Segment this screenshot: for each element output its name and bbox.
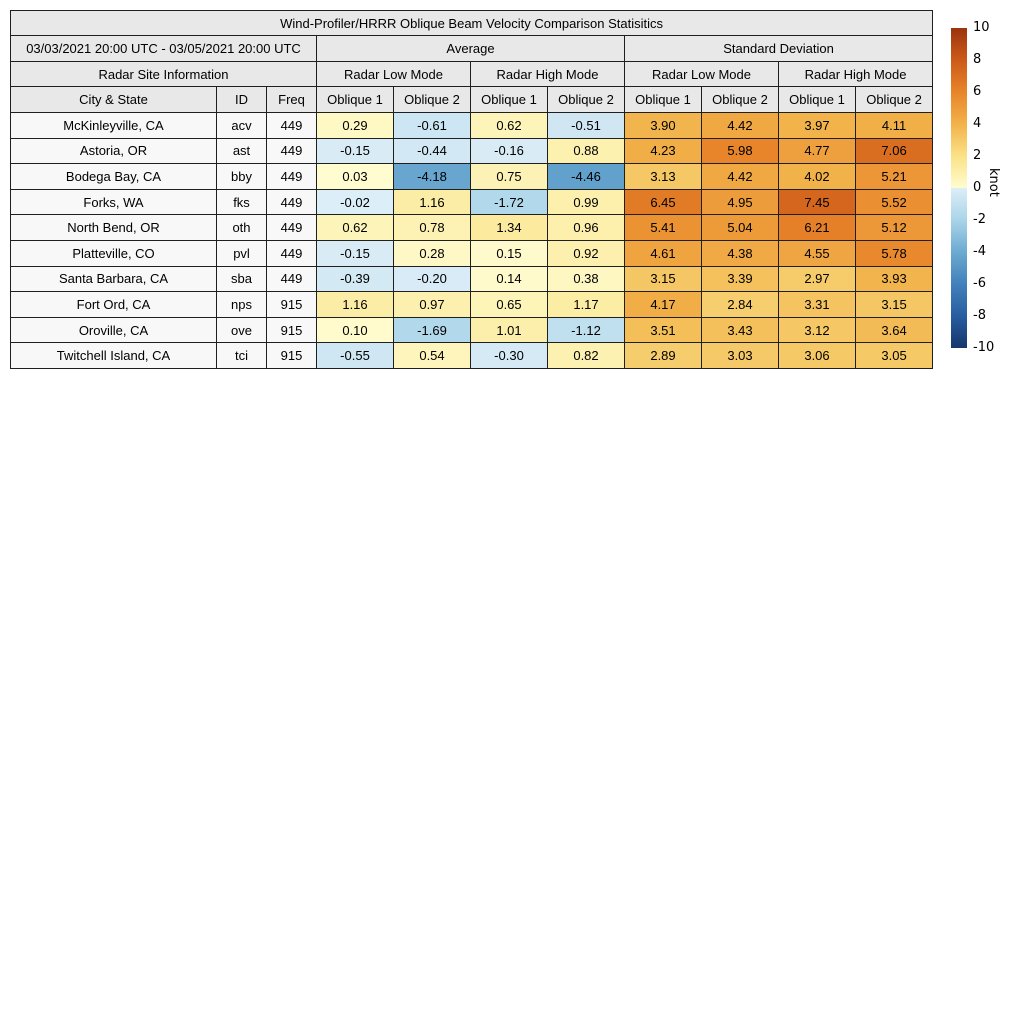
colorbar-tick-label: 0 [973, 180, 982, 195]
value-cell: -0.16 [471, 138, 548, 164]
col-header-oblique1: Oblique 1 [625, 87, 702, 113]
value-cell: 3.93 [856, 266, 933, 292]
value-cell: 3.64 [856, 317, 933, 343]
id-cell: ast [217, 138, 267, 164]
radar-site-info-header: Radar Site Information [11, 62, 317, 87]
freq-cell: 915 [267, 317, 317, 343]
freq-cell: 449 [267, 215, 317, 241]
freq-cell: 449 [267, 164, 317, 190]
group-header-average: Average [317, 36, 625, 62]
value-cell: 0.29 [317, 113, 394, 139]
value-cell: 1.01 [471, 317, 548, 343]
value-cell: 0.14 [471, 266, 548, 292]
value-cell: 0.92 [548, 240, 625, 266]
value-cell: 0.78 [394, 215, 471, 241]
id-cell: oth [217, 215, 267, 241]
value-cell: -1.12 [548, 317, 625, 343]
col-header-oblique2: Oblique 2 [702, 87, 779, 113]
freq-cell: 915 [267, 343, 317, 369]
city-cell: Santa Barbara, CA [11, 266, 217, 292]
value-cell: 5.41 [625, 215, 702, 241]
value-cell: 2.84 [702, 292, 779, 318]
value-cell: 3.06 [779, 343, 856, 369]
table-title: Wind-Profiler/HRRR Oblique Beam Velocity Comparison Statisitics [11, 11, 933, 36]
colorbar-tick-label: 8 [973, 52, 982, 67]
value-cell: -0.39 [317, 266, 394, 292]
col-header-oblique1: Oblique 1 [779, 87, 856, 113]
table-row [11, 317, 933, 343]
value-cell: -0.30 [471, 343, 548, 369]
value-cell: 0.28 [394, 240, 471, 266]
value-cell: 1.16 [317, 292, 394, 318]
value-cell: 3.90 [625, 113, 702, 139]
table-row [11, 189, 933, 215]
id-cell: ove [217, 317, 267, 343]
city-cell: McKinleyville, CA [11, 113, 217, 139]
value-cell: 4.02 [779, 164, 856, 190]
colorbar-tick-label: -10 [973, 340, 995, 355]
table-row [11, 292, 933, 318]
col-header-oblique2: Oblique 2 [856, 87, 933, 113]
mode-header-avg-low: Radar Low Mode [317, 62, 471, 87]
value-cell: 5.04 [702, 215, 779, 241]
city-cell: Platteville, CO [11, 240, 217, 266]
value-cell: 2.89 [625, 343, 702, 369]
freq-cell: 449 [267, 266, 317, 292]
id-cell: pvl [217, 240, 267, 266]
colorbar-unit-label: knot [986, 168, 1001, 197]
statistics-table [10, 10, 933, 369]
freq-cell: 449 [267, 113, 317, 139]
value-cell: 2.97 [779, 266, 856, 292]
id-cell: sba [217, 266, 267, 292]
value-cell: -0.15 [317, 138, 394, 164]
value-cell: 0.62 [471, 113, 548, 139]
col-header-oblique1: Oblique 1 [471, 87, 548, 113]
value-cell: 1.16 [394, 189, 471, 215]
value-cell: 4.17 [625, 292, 702, 318]
colorbar-tick-label: -6 [973, 276, 986, 291]
value-cell: 1.34 [471, 215, 548, 241]
value-cell: 6.45 [625, 189, 702, 215]
value-cell: 7.45 [779, 189, 856, 215]
city-cell: Twitchell Island, CA [11, 343, 217, 369]
freq-cell: 449 [267, 240, 317, 266]
value-cell: 4.23 [625, 138, 702, 164]
value-cell: 4.38 [702, 240, 779, 266]
mode-header-std-low: Radar Low Mode [625, 62, 779, 87]
value-cell: -0.61 [394, 113, 471, 139]
col-header-freq: Freq [267, 87, 317, 113]
value-cell: 0.97 [394, 292, 471, 318]
value-cell: 3.97 [779, 113, 856, 139]
table-row [11, 266, 933, 292]
value-cell: 0.88 [548, 138, 625, 164]
city-cell: Oroville, CA [11, 317, 217, 343]
city-cell: Fort Ord, CA [11, 292, 217, 318]
value-cell: -0.02 [317, 189, 394, 215]
value-cell: 4.77 [779, 138, 856, 164]
city-cell: North Bend, OR [11, 215, 217, 241]
freq-cell: 449 [267, 138, 317, 164]
value-cell: -0.55 [317, 343, 394, 369]
value-cell: 3.51 [625, 317, 702, 343]
value-cell: 0.65 [471, 292, 548, 318]
title-row [11, 11, 933, 36]
table-row [11, 164, 933, 190]
mode-header-avg-high: Radar High Mode [471, 62, 625, 87]
id-cell: bby [217, 164, 267, 190]
value-cell: 0.99 [548, 189, 625, 215]
mode-header-row [11, 62, 933, 87]
city-cell: Forks, WA [11, 189, 217, 215]
value-cell: 5.98 [702, 138, 779, 164]
value-cell: 0.75 [471, 164, 548, 190]
value-cell: 4.61 [625, 240, 702, 266]
value-cell: 4.42 [702, 164, 779, 190]
id-cell: fks [217, 189, 267, 215]
value-cell: 3.39 [702, 266, 779, 292]
colorbar-tick-label: 10 [973, 20, 990, 35]
col-header-id: ID [217, 87, 267, 113]
col-header-oblique2: Oblique 2 [394, 87, 471, 113]
freq-cell: 449 [267, 189, 317, 215]
mode-header-std-high: Radar High Mode [779, 62, 933, 87]
city-cell: Bodega Bay, CA [11, 164, 217, 190]
value-cell: -1.72 [471, 189, 548, 215]
table-row [11, 240, 933, 266]
table-row [11, 138, 933, 164]
value-cell: -0.15 [317, 240, 394, 266]
value-cell: 0.10 [317, 317, 394, 343]
value-cell: -0.20 [394, 266, 471, 292]
value-cell: -0.51 [548, 113, 625, 139]
group-header-standard-deviation: Standard Deviation [625, 36, 933, 62]
value-cell: 3.15 [856, 292, 933, 318]
col-header-city: City & State [11, 87, 217, 113]
col-header-oblique1: Oblique 1 [317, 87, 394, 113]
value-cell: -4.46 [548, 164, 625, 190]
table-row [11, 215, 933, 241]
value-cell: 3.03 [702, 343, 779, 369]
value-cell: 3.43 [702, 317, 779, 343]
id-cell: nps [217, 292, 267, 318]
value-cell: -4.18 [394, 164, 471, 190]
colorbar-tick-label: -2 [973, 212, 986, 227]
value-cell: 1.17 [548, 292, 625, 318]
value-cell: 3.12 [779, 317, 856, 343]
column-header-row [11, 87, 933, 113]
value-cell: -0.44 [394, 138, 471, 164]
value-cell: 0.62 [317, 215, 394, 241]
table-body [11, 113, 933, 369]
col-header-oblique2: Oblique 2 [548, 87, 625, 113]
value-cell: 5.12 [856, 215, 933, 241]
id-cell: acv [217, 113, 267, 139]
value-cell: 3.31 [779, 292, 856, 318]
table-row [11, 343, 933, 369]
value-cell: 0.54 [394, 343, 471, 369]
table-row [11, 113, 933, 139]
value-cell: 3.15 [625, 266, 702, 292]
colorbar-tick-label: 4 [973, 116, 982, 131]
value-cell: 5.21 [856, 164, 933, 190]
freq-cell: 915 [267, 292, 317, 318]
colorbar-tick-label: 2 [973, 148, 982, 163]
date-range: 03/03/2021 20:00 UTC - 03/05/2021 20:00 UTC [11, 36, 317, 62]
city-cell: Astoria, OR [11, 138, 217, 164]
value-cell: 0.82 [548, 343, 625, 369]
id-cell: tci [217, 343, 267, 369]
colorbar-tick-label: -8 [973, 308, 986, 323]
colorbar [951, 28, 967, 348]
value-cell: 4.95 [702, 189, 779, 215]
value-cell: -1.69 [394, 317, 471, 343]
value-cell: 3.05 [856, 343, 933, 369]
value-cell: 7.06 [856, 138, 933, 164]
value-cell: 4.11 [856, 113, 933, 139]
value-cell: 0.15 [471, 240, 548, 266]
value-cell: 0.03 [317, 164, 394, 190]
value-cell: 0.96 [548, 215, 625, 241]
value-cell: 4.42 [702, 113, 779, 139]
group-header-row [11, 36, 933, 62]
colorbar-tick-label: -4 [973, 244, 986, 259]
value-cell: 4.55 [779, 240, 856, 266]
value-cell: 6.21 [779, 215, 856, 241]
value-cell: 3.13 [625, 164, 702, 190]
value-cell: 0.38 [548, 266, 625, 292]
value-cell: 5.52 [856, 189, 933, 215]
colorbar-tick-label: 6 [973, 84, 982, 99]
value-cell: 5.78 [856, 240, 933, 266]
